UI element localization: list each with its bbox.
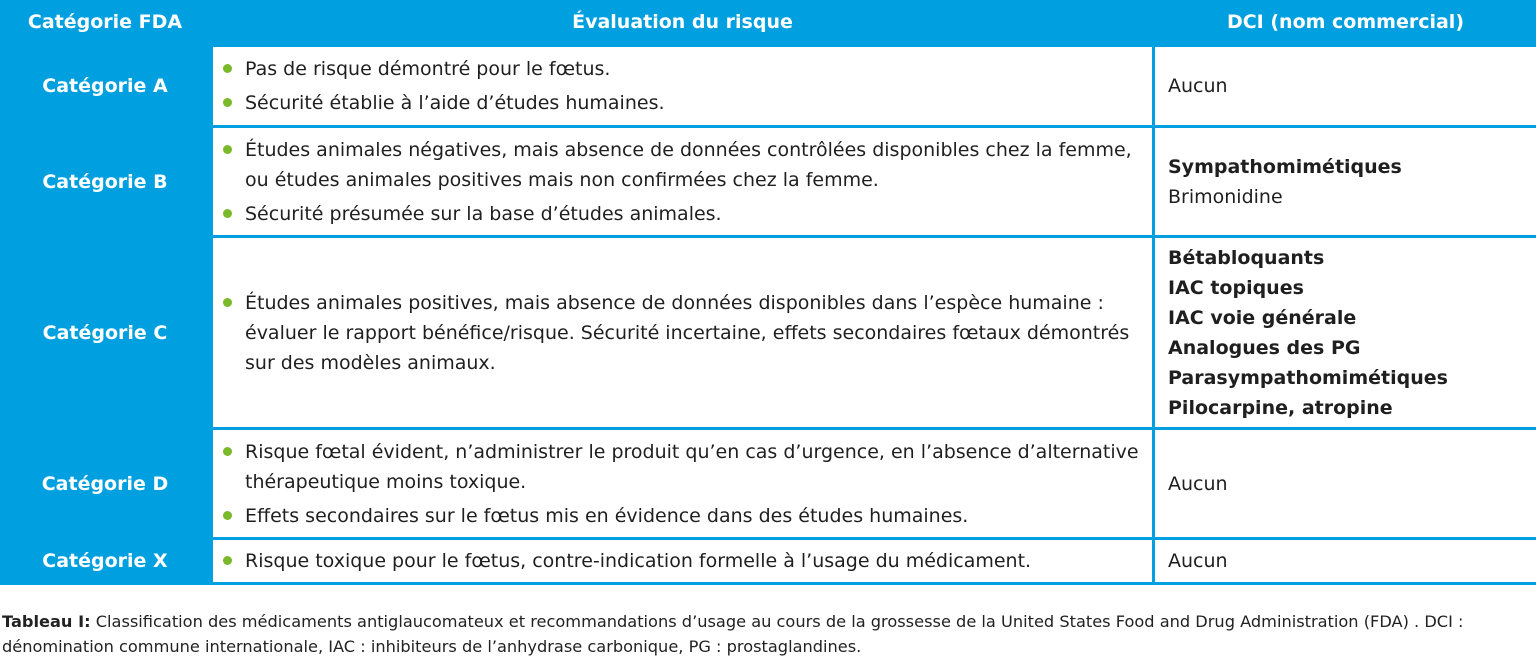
dci-class: Sympathomimétiques <box>1168 155 1402 178</box>
table-header-row <box>0 0 1536 44</box>
bullet-icon <box>223 556 232 565</box>
risk-text: Études animales négatives, mais absence de données contrôlées disponibles chez la femme, ou études animales positives mais non confirmées chez la femme. <box>245 138 1132 191</box>
caption-lead: Tableau I: <box>2 612 91 631</box>
category-cell <box>0 540 210 582</box>
risk-item <box>235 546 1142 576</box>
dci-cell <box>1155 238 1536 427</box>
dci-class: Pilocarpine, atropine <box>1168 396 1393 419</box>
table-row-category-c <box>0 238 1536 427</box>
risk-item <box>235 88 1142 118</box>
bullet-icon <box>223 511 232 520</box>
bullet-icon <box>223 209 232 218</box>
risk-cell <box>213 430 1152 537</box>
bullet-icon <box>223 298 232 307</box>
risk-item <box>235 199 1142 229</box>
risk-text: Études animales positives, mais absence de données disponibles dans l’espèce humaine : évaluer le rapport bénéfice/risque. Sécurité incertaine, effets secondaires fœtaux démontrés sur des modèles animaux. <box>245 291 1130 374</box>
header-category-label: Catégorie FDA <box>27 11 183 33</box>
dci-class: IAC voie générale <box>1168 306 1357 329</box>
dci-value: Aucun <box>1168 472 1228 495</box>
category-label: Catégorie D <box>41 472 169 495</box>
category-label: Catégorie B <box>42 170 168 193</box>
risk-item <box>235 135 1142 195</box>
bullet-icon <box>223 98 232 107</box>
table-row-category-d <box>0 430 1536 537</box>
dci-cell <box>1155 128 1536 235</box>
caption-text: Classification des médicaments antiglaucomateux et recommandations d’usage au cours de la grossesse de la United States Food and Drug Administration (FDA) . DCI : dénomination commune internationale, IAC : inhibiteurs de l’anhydrase carbonique, PG : prostaglandines. <box>2 612 1464 656</box>
table-caption <box>2 609 1534 659</box>
category-label: Catégorie A <box>42 75 168 97</box>
risk-text: Risque fœtal évident, n’administrer le produit qu’en cas d’urgence, en l’absence d’alternative thérapeutique moins toxique. <box>245 440 1139 493</box>
table-row-category-a <box>0 47 1536 125</box>
category-cell <box>0 238 210 427</box>
category-cell <box>0 47 210 125</box>
dci-value: Brimonidine <box>1168 185 1283 208</box>
risk-item <box>235 501 1142 531</box>
risk-text: Sécurité établie à l’aide d’études humaines. <box>245 92 665 114</box>
header-dci <box>1155 0 1536 44</box>
header-risk-label: Évaluation du risque <box>572 11 793 33</box>
dci-class: Analogues des PG <box>1168 336 1361 359</box>
dci-cell <box>1155 430 1536 537</box>
category-cell <box>0 128 210 235</box>
risk-cell <box>213 540 1152 582</box>
header-dci-label: DCI (nom commercial) <box>1226 11 1465 33</box>
bullet-icon <box>223 447 232 456</box>
risk-item <box>235 437 1142 497</box>
category-label: Catégorie C <box>42 321 168 344</box>
dci-cell <box>1155 540 1536 582</box>
dci-class: Parasympathomimétiques <box>1168 366 1448 389</box>
risk-cell <box>213 238 1152 427</box>
risk-cell <box>213 128 1152 235</box>
header-category <box>0 0 210 44</box>
dci-class: IAC topiques <box>1168 276 1304 299</box>
dci-value: Aucun <box>1168 75 1228 97</box>
risk-item <box>235 288 1142 378</box>
risk-cell <box>213 47 1152 125</box>
bullet-icon <box>223 145 232 154</box>
risk-text: Effets secondaires sur le fœtus mis en évidence dans des études humaines. <box>245 504 969 527</box>
category-label: Catégorie X <box>42 550 168 572</box>
risk-text: Sécurité présumée sur la base d’études animales. <box>245 202 722 225</box>
table-row-category-x <box>0 540 1536 582</box>
bullet-icon <box>223 64 232 73</box>
table-row-category-b <box>0 128 1536 235</box>
dci-class: Bétabloquants <box>1168 246 1325 269</box>
risk-text: Risque toxique pour le fœtus, contre-indication formelle à l’usage du médicament. <box>245 550 1032 572</box>
dci-value: Aucun <box>1168 550 1228 572</box>
dci-cell <box>1155 47 1536 125</box>
risk-text: Pas de risque démontré pour le fœtus. <box>245 58 611 80</box>
risk-item <box>235 54 1142 84</box>
category-cell <box>0 430 210 537</box>
header-risk <box>213 0 1152 44</box>
